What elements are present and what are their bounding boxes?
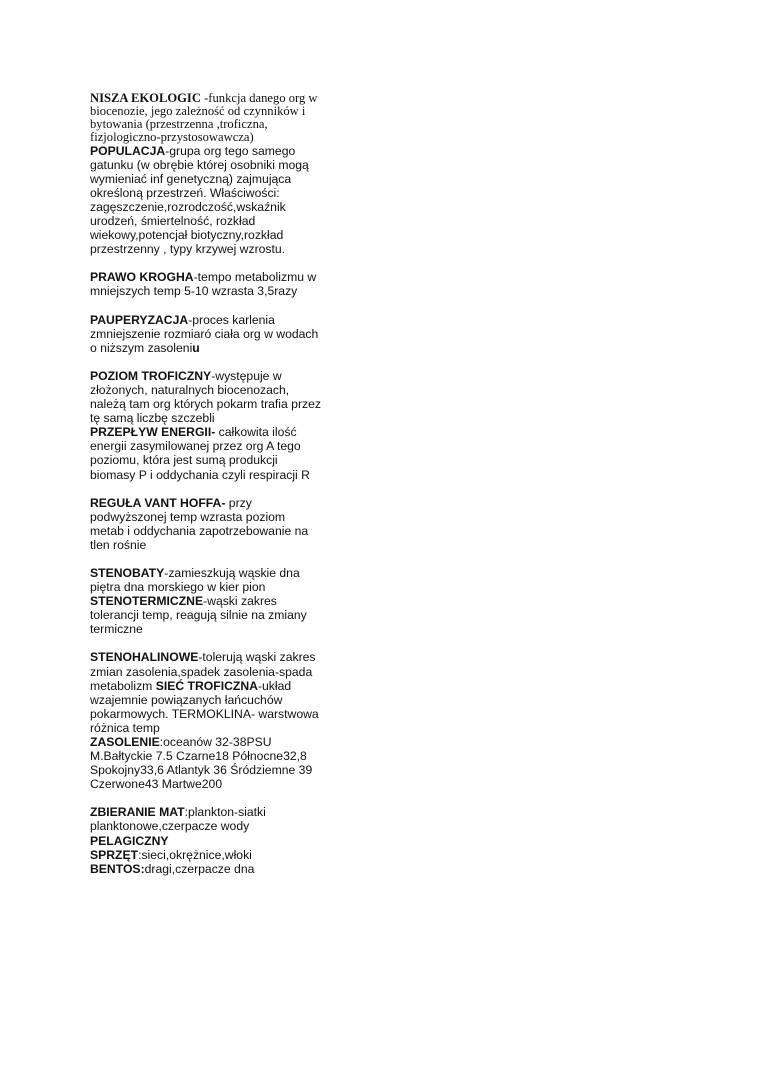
definition-regula-vant-hoffa: przy podwyższonej temp wzrasta poziom metab i oddychania zapotrzebowanie na tlen rośnie: [90, 495, 309, 552]
definition-sprzet: :sieci,okrężnice,włoki: [138, 847, 252, 862]
term-przeplyw-energii: PRZEPŁYW ENERGII-: [90, 425, 216, 440]
definition-stenotermiczne: -wąski zakres tolerancji temp, reagują silnie na zmiany termiczne: [90, 594, 307, 637]
definition-pauperyzacja: -proces karlenia zmniejszenie rozmiaró ciała org w wodach o niższym zasoleni: [90, 312, 319, 355]
paragraph-przeplyw-energii: [90, 425, 322, 481]
term-pauperyzacja: PAUPERYZACJA: [90, 312, 189, 327]
term-pelagiczny: PELAGICZNY: [90, 833, 169, 848]
paragraph-gap: [90, 636, 322, 650]
definition-zasolenie: :oceanów 32-38PSU M.Bałtyckie 7.5 Czarne18 Północne32,8 Spokojny33,6 Atlantyk 36 Śródziemne 39 Czerwone43 Martwe200: [90, 735, 313, 792]
paragraph-nisza: [90, 92, 322, 144]
paragraph-gap: [90, 482, 322, 496]
term-populacja: POPULACJA: [90, 143, 166, 158]
term-poziom-troficzny: POZIOM TROFICZNY: [90, 368, 212, 383]
term-stenobaty: STENOBATY: [90, 565, 165, 580]
term-nisza: NISZA EKOLOGIC: [90, 91, 201, 105]
paragraph-regula-vant-hoffa: [90, 496, 322, 552]
paragraph-poziom-troficzny: [90, 369, 322, 425]
paragraph-gap: [90, 299, 322, 313]
definition-nisza: -funkcja danego org w biocenozie, jego zależność od czynników i bytowania (przestrzenna ,troficzna, fizjologiczno-przystosowawcza): [90, 91, 318, 144]
paragraph-stenohalinowe: [90, 650, 322, 735]
paragraph-zbieranie-mat: [90, 805, 322, 833]
definition-bentos: dragi,czerpacze dna: [144, 861, 255, 876]
term-prawo-krogha: PRAWO KROGHA: [90, 270, 194, 285]
definition-przeplyw-energii: całkowita ilość energii zasymilowanej przez org A tego poziomu, która jest sumą produkcji biomasy P i oddychania czyli respiracji R: [90, 425, 310, 482]
term-bentos: BENTOS:: [90, 861, 145, 876]
term-zbieranie-mat: ZBIERANIE MAT: [90, 805, 185, 820]
paragraph-gap: [90, 256, 322, 270]
definition-populacja: -grupa org tego samego gatunku (w obrębie której osobniki mogą wymieniać inf genetyczną) zajmująca określoną przestrzeń. Właściwości: zagęszczenie,rozrodczość,wskaźnik urodzeń, śmiertelność, rozkład wiekowy,potencjał biotyczny,rozkład przestrzenny , typy krzywej wzrostu.: [90, 143, 309, 257]
text-column: [90, 92, 322, 876]
paragraph-pelagiczny: [90, 834, 322, 848]
paragraph-gap: [90, 355, 322, 369]
definition-prawo-krogha: -tempo metabolizmu w mniejszych temp 5-10 wzrasta 3,5razy: [90, 270, 317, 299]
paragraph-stenotermiczne: [90, 594, 322, 636]
definition-zbieranie-mat: :plankton-siatki planktonowe,czerpacze wody: [90, 805, 266, 834]
term-sprzet: SPRZĘT: [90, 847, 139, 862]
paragraph-pauperyzacja: [90, 313, 322, 355]
definition-stenobaty: -zamieszkują wąskie dna piętra dna morskiego w kier pion: [90, 565, 300, 595]
definition-pauperyzacja-tail: u: [192, 340, 200, 355]
paragraph-prawo-krogha: [90, 270, 322, 298]
paragraph-gap: [90, 791, 322, 805]
paragraph-zasolenie: [90, 735, 322, 791]
paragraph-bentos: [90, 862, 322, 876]
paragraph-sprzet: [90, 848, 322, 862]
term-regula-vant-hoffa: REGUŁA VANT HOFFA-: [90, 495, 226, 510]
paragraph-populacja: [90, 144, 322, 257]
definition-poziom-troficzny: -występuje w złożonych, naturalnych biocenozach, należą tam org których pokarm trafia przez tę samą liczbę szczebli: [90, 368, 321, 426]
definition-siec-troficzna: -układ wzajemnie powiązanych łańcuchów pokarmowych. TERMOKLINA- warstwowa różnica temp: [90, 678, 319, 735]
term-siec-troficzna: SIEĆ TROFICZNA: [155, 678, 258, 693]
term-stenohalinowe: STENOHALINOWE: [90, 650, 199, 665]
paragraph-gap: [90, 552, 322, 566]
definition-stenohalinowe: -tolerują wąski zakres zmian zasolenia,spadek zasolenia-spada metabolizm: [90, 650, 316, 693]
paragraph-stenobaty: [90, 566, 322, 594]
term-stenotermiczne: STENOTERMICZNE: [90, 594, 204, 609]
term-zasolenie: ZASOLENIE: [90, 735, 160, 749]
